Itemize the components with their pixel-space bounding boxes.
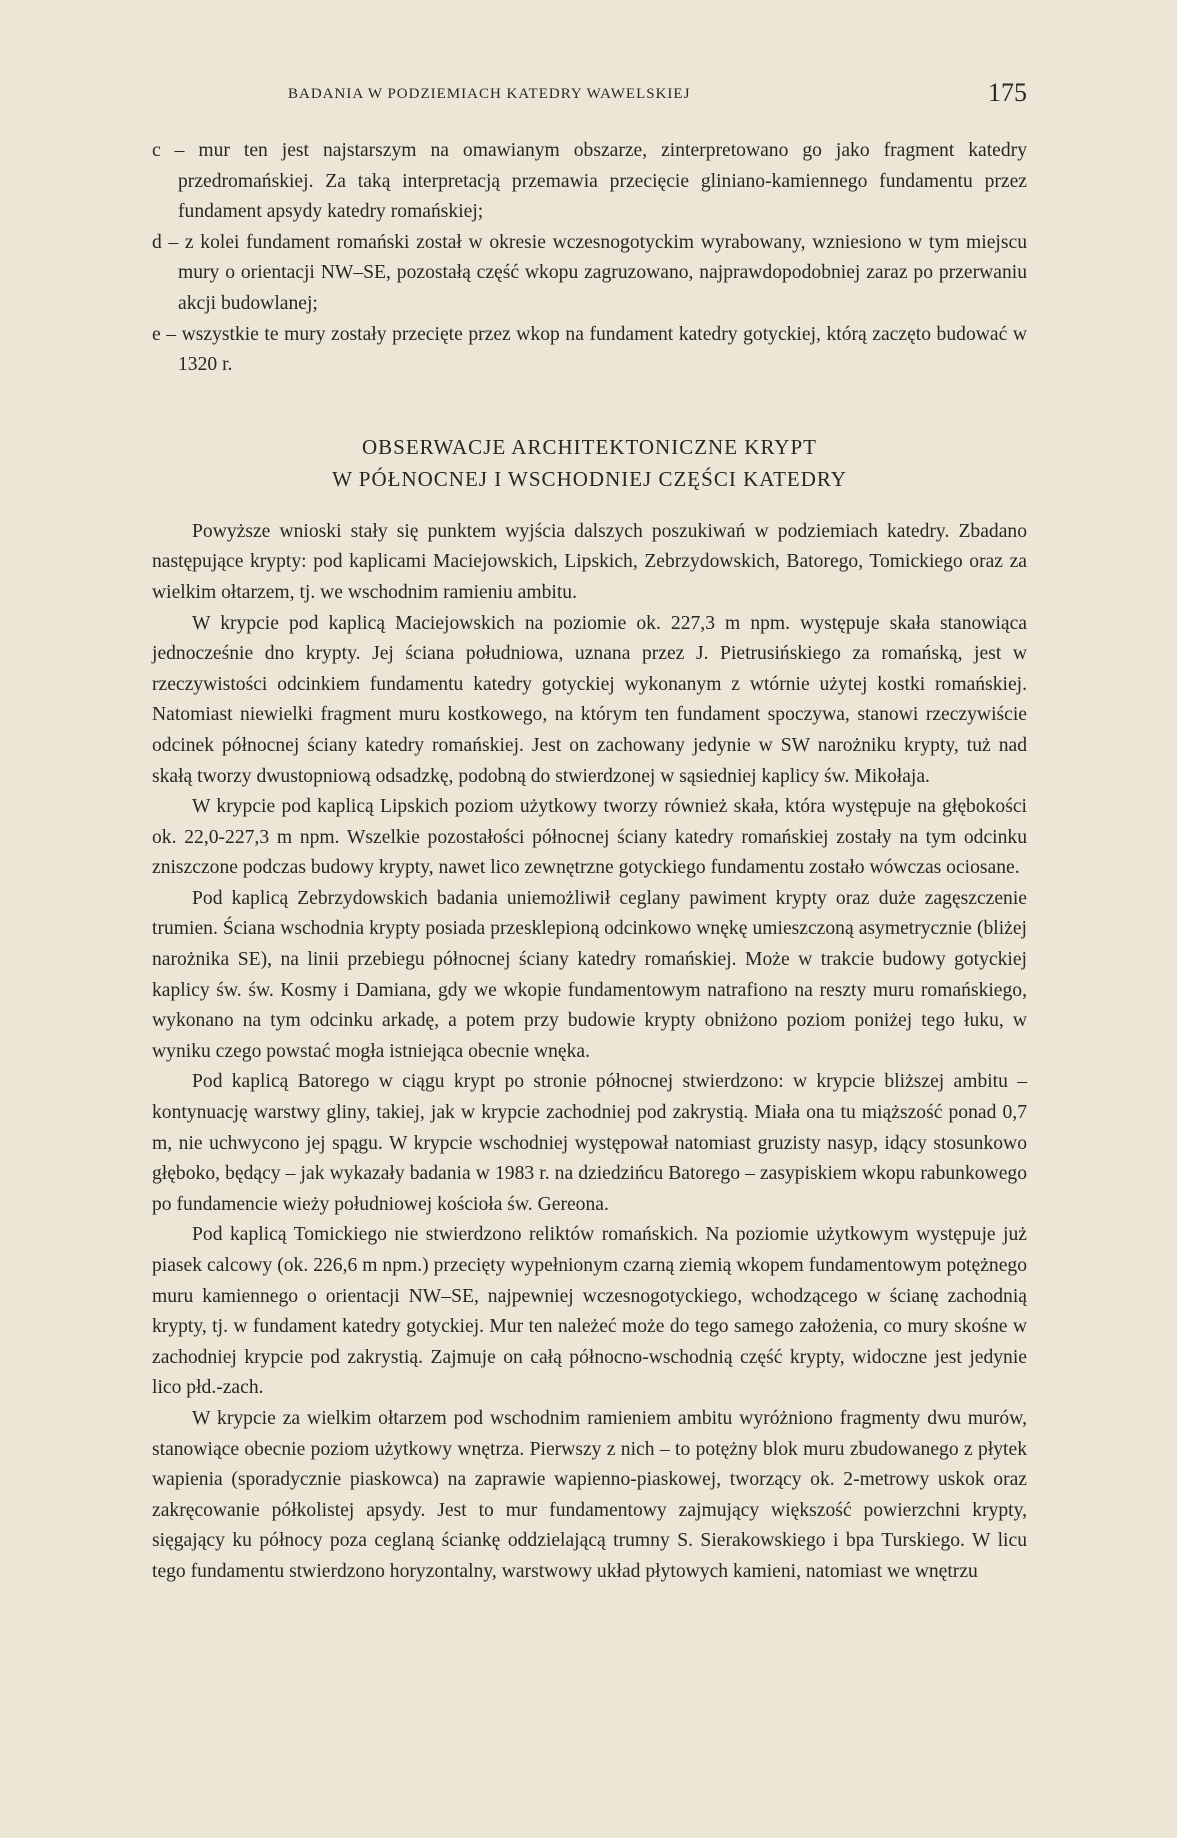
list-item-d: d – z kolei fundament romański został w okresie wczesnogotyckim wyrabowany, wzniesiono w tym miejscu mury o orientacji NW–SE, pozostałą część wkopu zagruzowano, najprawdopodobniej zaraz po przerwaniu akcji budowlanej;	[152, 231, 1027, 314]
running-title: BADANIA W PODZIEMIACH KATEDRY WAWELSKIEJ	[288, 86, 691, 102]
section-heading-line-1: OBSERWACJE ARCHITEKTONICZNE KRYPT	[362, 434, 817, 459]
running-header	[152, 78, 1027, 112]
section-heading-line-2: W PÓŁNOCNEJ I WSCHODNIEJ CZĘŚCI KATEDRY	[332, 466, 847, 491]
paragraph-3: W krypcie pod kaplicą Lipskich poziom użytkowy tworzy również skała, która występuje na głębokości ok. 22,0-227,3 m npm. Wszelkie pozostałości północnej ściany katedry romańskiej zostały na tym odcinku zniszczone podczas budowy krypty, nawet lico zewnętrzne gotyckiego fundamentu zostało wówczas ociosane.	[152, 796, 1027, 879]
paragraph-2: W krypcie pod kaplicą Maciejowskich na poziomie ok. 227,3 m npm. występuje skała stanowiąca jednocześnie dno krypty. Jej ściana południowa, uznana przez J. Pietrusińskiego za romańską, jest w rzeczywistości odcinkiem fundamentu katedry gotyckiej wykonanym z wtórnie użytej kostki romańskiej. Natomiast niewielki fragment muru kostkowego, na którym ten fundament spoczywa, stanowi rzeczywiście odcinek północnej ściany katedry romańskiej. Jest on zachowany jedynie w SW narożniku krypty, tuż nad skałą tworzy dwustopniową odsadzkę, podobną do stwierdzonej w sąsiedniej kaplicy św. Mikołaja.	[152, 612, 1027, 787]
paragraph-1: Powyższe wnioski stały się punktem wyjścia dalszych poszukiwań w podziemiach katedry. Zbadano następujące krypty: pod kaplicami Maciejowskich, Lipskich, Zebrzydowskich, Batorego, Tomickiego oraz za wielkim ołtarzem, tj. we wschodnim ramieniu ambitu.	[152, 520, 1027, 603]
paragraph-5: Pod kaplicą Batorego w ciągu krypt po stronie północnej stwierdzono: w krypcie bliższej ambitu – kontynuację warstwy gliny, takiej, jak w krypcie zachodniej pod zakrystią. Miała ona tu miąższość ponad 0,7 m, nie uchwycono jej spągu. W krypcie wschodniej występował natomiast gruzisty nasyp, idący stosunkowo głęboko, będący – jak wykazały badania w 1983 r. na dziedzińcu Batorego – zasypiskiem wkopu rabunkowego po fundamencie wieży południowej kościoła św. Gereona.	[152, 1071, 1027, 1215]
paragraph-4: Pod kaplicą Zebrzydowskich badania uniemożliwił ceglany pawiment krypty oraz duże zagęszczenie trumien. Ściana wschodnia krypty posiada przesklepioną odcinkowo wnękę umieszczoną asymetrycznie (bliżej narożnika SE), na linii przebiegu północnej ściany katedry romańskiej. Może w trakcie budowy gotyckiej kaplicy św. św. Kosmy i Damiana, gdy we wkopie fundamentowym natrafiono na reszty muru romańskiego, wykonano na tym odcinku arkadę, a potem przy budowie krypty obniżono poziom poniżej tego łuku, w wyniku czego powstać mogła istniejąca obecnie wnęka.	[152, 887, 1027, 1062]
paragraph-6: Pod kaplicą Tomickiego nie stwierdzono reliktów romańskich. Na poziomie użytkowym występuje już piasek calcowy (ok. 226,6 m npm.) przecięty wypełnionym czarną ziemią wkopem fundamentowym potężnego muru kamiennego o orientacji NW–SE, najpewniej wczesnogotyckiego, wchodzącego w ścianę zachodnią krypty, tj. w fundament katedry gotyckiej. Mur ten należeć może do tego samego założenia, co mury skośne w zachodniej krypcie pod zakrystią. Zajmuje on całą północno-wschodnią część krypty, widoczne jest jedynie lico płd.-zach.	[152, 1224, 1027, 1399]
section-heading	[152, 431, 1027, 495]
page-number: 175	[988, 78, 1027, 107]
paragraph-7: W krypcie za wielkim ołtarzem pod wschodnim ramieniem ambitu wyróżniono fragmenty dwu murów, stanowiące obecnie poziom użytkowy wnętrza. Pierwszy z nich – to potężny blok muru zbudowanego z płytek wapienia (sporadycznie piaskowca) na zaprawie wapienno-piaskowej, tworzący ok. 2-metrowy uskok oraz zakręcowanie półkolistej apsydy. Jest to mur fundamentowy zajmujący większość powierzchni krypty, sięgający ku północy poza ceglaną ściankę oddzielającą trumny S. Sierakowskiego i bpa Turskiego. W licu tego fundamentu stwierdzono horyzontalny, warstwowy układ płytowych kamieni, natomiast we wnętrzu	[152, 1407, 1027, 1582]
list-item-e: e – wszystkie te mury zostały przecięte przez wkop na fundament katedry gotyckiej, którą zaczęto budować w 1320 r.	[152, 323, 1027, 376]
list-item-c: c – mur ten jest najstarszym na omawianym obszarze, zinterpretowano go jako fragment katedry przedromańskiej. Za taką interpretacją przemawia przecięcie gliniano-kamiennego fundamentu przez fundament apsydy katedry romańskiej;	[152, 140, 1027, 223]
